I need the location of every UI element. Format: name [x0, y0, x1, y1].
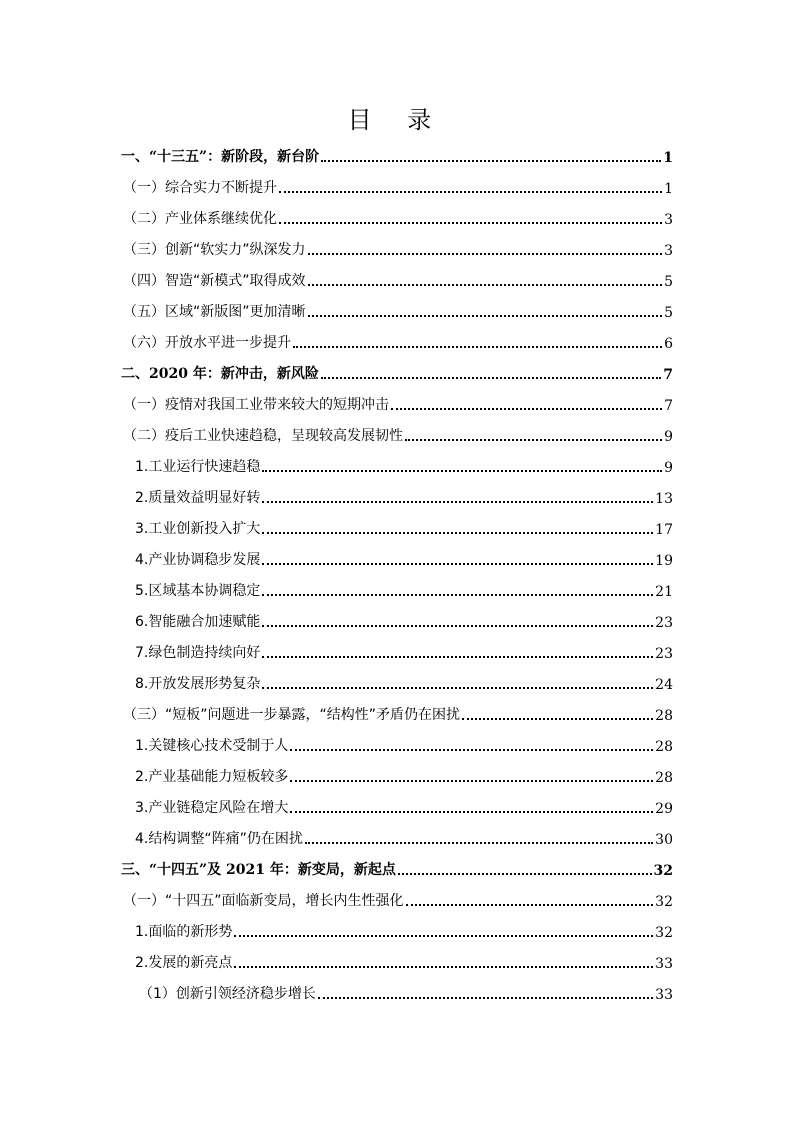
toc-entry[interactable]	[121, 233, 673, 264]
toc-entry-page-number: 5	[664, 274, 673, 290]
dot-leader	[308, 315, 663, 317]
dot-leader	[262, 594, 653, 596]
toc-entry-label: 1.面临的新形势	[135, 924, 233, 940]
dot-leader	[234, 935, 653, 937]
toc-entry-label: （一）综合实力不断提升	[123, 180, 277, 196]
dot-leader	[262, 687, 653, 689]
dot-leader	[391, 408, 662, 410]
toc-entry-page-number: 28	[655, 708, 673, 724]
toc-entry[interactable]	[121, 977, 673, 1008]
toc-entry[interactable]	[121, 729, 673, 760]
dot-leader	[290, 811, 653, 813]
toc-entry[interactable]	[121, 822, 673, 853]
toc-entry-page-number: 19	[655, 553, 673, 569]
toc-entry-label: 6.智能融合加速赋能	[135, 614, 261, 630]
dot-leader	[262, 625, 653, 627]
toc-entry-label: 8.开放发展形势复杂	[135, 676, 261, 692]
dot-leader	[290, 780, 653, 782]
dot-leader	[279, 222, 662, 224]
toc-entry[interactable]	[121, 171, 673, 202]
toc-entry-label: 1.工业运行快速趋稳	[135, 459, 261, 475]
toc-entry[interactable]	[121, 512, 673, 543]
toc-entry-label: 2.发展的新亮点	[135, 955, 233, 971]
toc-entry-page-number: 33	[655, 956, 673, 972]
dot-leader	[321, 160, 661, 162]
toc-entry-label: 三、“十四五”及 2021 年：新变局，新起点	[121, 862, 396, 878]
toc-entry[interactable]	[121, 388, 673, 419]
toc-entry[interactable]	[121, 481, 673, 512]
dot-leader	[234, 966, 653, 968]
toc-entry-label: （三）创新“软实力”纵深发力	[123, 242, 306, 258]
toc-entry[interactable]	[121, 202, 673, 233]
toc-entry-label: 7.绿色制造持续向好	[135, 645, 261, 661]
toc-entry-label: （二）疫后工业快速趋稳，呈现较高发展韧性	[123, 428, 403, 444]
toc-entry-page-number: 5	[664, 305, 673, 321]
toc-entry-label: 3.产业链稳定风险在增大	[135, 800, 289, 816]
toc-entry-page-number: 13	[655, 491, 673, 507]
toc-entry[interactable]	[121, 326, 673, 357]
toc-entry-label: 5.区域基本协调稳定	[135, 583, 261, 599]
toc-entry[interactable]	[121, 791, 673, 822]
toc-entry-label: （1）创新引领经济稳步增长	[139, 986, 316, 1002]
dot-leader	[262, 656, 653, 658]
toc-entry[interactable]	[121, 760, 673, 791]
toc-entry[interactable]	[121, 605, 673, 636]
dot-leader	[405, 439, 662, 441]
dot-leader	[321, 377, 661, 379]
toc-entry-page-number: 28	[655, 739, 673, 755]
toc-entry-label: 一、“十三五”：新阶段，新台阶	[121, 149, 320, 165]
toc-entry[interactable]	[121, 140, 673, 171]
dot-leader	[293, 346, 662, 348]
toc-entry[interactable]	[121, 295, 673, 326]
toc-entry-page-number: 3	[664, 243, 673, 259]
toc-entry-page-number: 9	[664, 429, 673, 445]
page-title: 目 录	[347, 106, 446, 134]
toc-entry-label: 2.产业基础能力短板较多	[135, 769, 289, 785]
toc-entry-label: 二、2020 年：新冲击，新风险	[121, 366, 319, 382]
toc-entry-page-number: 1	[664, 181, 673, 197]
dot-leader	[279, 191, 662, 193]
toc-entry-page-number: 7	[664, 398, 673, 414]
toc-entry[interactable]	[121, 450, 673, 481]
toc-entry-page-number: 17	[655, 522, 673, 538]
toc-entry[interactable]	[121, 419, 673, 450]
toc-entry-label: （五）区域“新版图”更加清晰	[123, 304, 306, 320]
toc-entry-label: （四）智造“新模式”取得成效	[123, 273, 306, 289]
toc-entry[interactable]	[121, 636, 673, 667]
dot-leader	[262, 532, 653, 534]
toc-entry[interactable]	[121, 884, 673, 915]
toc-entry-page-number: 23	[655, 615, 673, 631]
toc-entry-label: 4.产业协调稳步发展	[135, 552, 261, 568]
toc-entry-page-number: 30	[655, 832, 673, 848]
toc-entry[interactable]	[121, 264, 673, 295]
table-of-contents	[121, 140, 673, 1008]
toc-entry-page-number: 9	[664, 460, 673, 476]
toc-entry-label: 3.工业创新投入扩大	[135, 521, 261, 537]
toc-entry-page-number: 32	[653, 863, 673, 879]
dot-leader	[308, 253, 663, 255]
toc-entry-label: （三）“短板”问题进一步暴露，“结构性”矛盾仍在困扰	[123, 707, 461, 723]
dot-leader	[462, 718, 653, 720]
toc-entry-label: 4.结构调整“阵痛”仍在困扰	[135, 831, 303, 847]
toc-entry-page-number: 7	[663, 367, 673, 383]
dot-leader	[406, 904, 654, 906]
toc-entry[interactable]	[121, 915, 673, 946]
toc-entry[interactable]	[121, 698, 673, 729]
toc-entry-label: （二）产业体系继续优化	[123, 211, 277, 227]
dot-leader	[262, 563, 653, 565]
toc-entry[interactable]	[121, 357, 673, 388]
toc-entry-page-number: 1	[663, 150, 673, 166]
toc-entry-page-number: 29	[655, 801, 673, 817]
toc-entry-label: （六）开放水平进一步提升	[123, 335, 291, 351]
toc-entry-page-number: 24	[655, 677, 673, 693]
toc-entry-page-number: 33	[655, 987, 673, 1003]
dot-leader	[398, 873, 652, 875]
toc-entry-page-number: 32	[655, 925, 673, 941]
toc-entry-label: 1.关键核心技术受制于人	[135, 738, 289, 754]
dot-leader	[290, 749, 653, 751]
dot-leader	[262, 470, 662, 472]
toc-entry[interactable]	[121, 946, 673, 977]
dot-leader	[305, 842, 653, 844]
toc-entry-page-number: 6	[664, 336, 673, 352]
toc-entry-label: （一）“十四五”面临新变局，增长内生性强化	[123, 893, 404, 909]
toc-entry-page-number: 21	[655, 584, 673, 600]
toc-entry[interactable]	[121, 574, 673, 605]
dot-leader	[318, 997, 653, 999]
dot-leader	[262, 501, 653, 503]
toc-entry[interactable]	[121, 543, 673, 574]
toc-entry-label: 2.质量效益明显好转	[135, 490, 261, 506]
toc-entry-label: （一）疫情对我国工业带来较大的短期冲击	[123, 397, 389, 413]
toc-entry[interactable]	[121, 853, 673, 884]
toc-entry[interactable]	[121, 667, 673, 698]
dot-leader	[308, 284, 663, 286]
toc-entry-page-number: 3	[664, 212, 673, 228]
toc-entry-page-number: 23	[655, 646, 673, 662]
toc-entry-page-number: 28	[655, 770, 673, 786]
toc-entry-page-number: 32	[655, 894, 673, 910]
